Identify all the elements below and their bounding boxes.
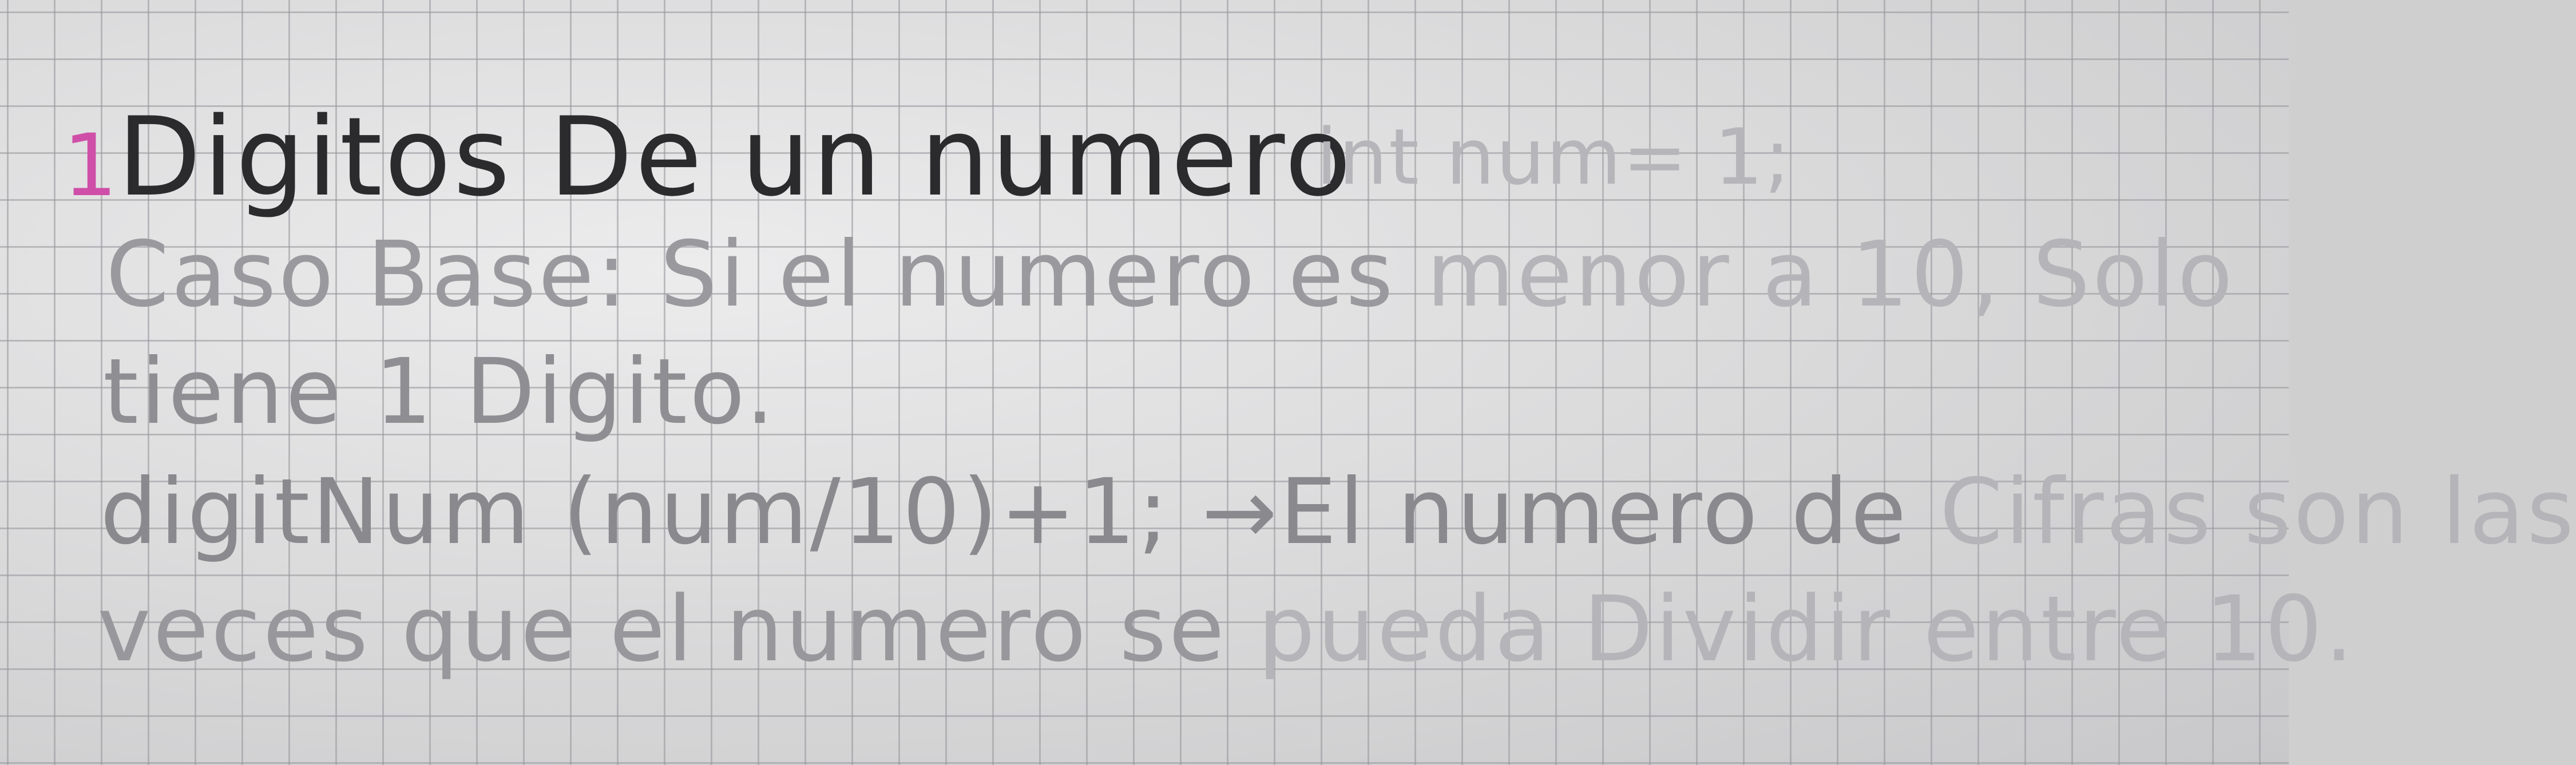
explanation-text-faint: pueda Dividir entre 10. [1226,577,2356,682]
base-case-text-faint: menor a 10, Solo [1395,222,2235,327]
title-annotation: int num= 1; [1316,112,1792,202]
item-number: 1 [63,116,118,216]
base-case-text: Caso Base: Si el numero es [106,222,1396,327]
recursive-call-text-faint: Cifras son las [1908,459,2576,565]
recursive-call-line [100,459,2576,565]
page-title: Digitos De un numero [117,94,1354,220]
explanation-line [97,577,2356,682]
recursive-call-text: digitNum (num/10)+1; →El numero de [100,459,1909,565]
digit-count-line [103,339,777,445]
digit-count-text: tiene 1 Digito. [103,339,777,445]
base-case-line [106,222,2235,327]
explanation-text: veces que el numero se [97,577,1227,682]
